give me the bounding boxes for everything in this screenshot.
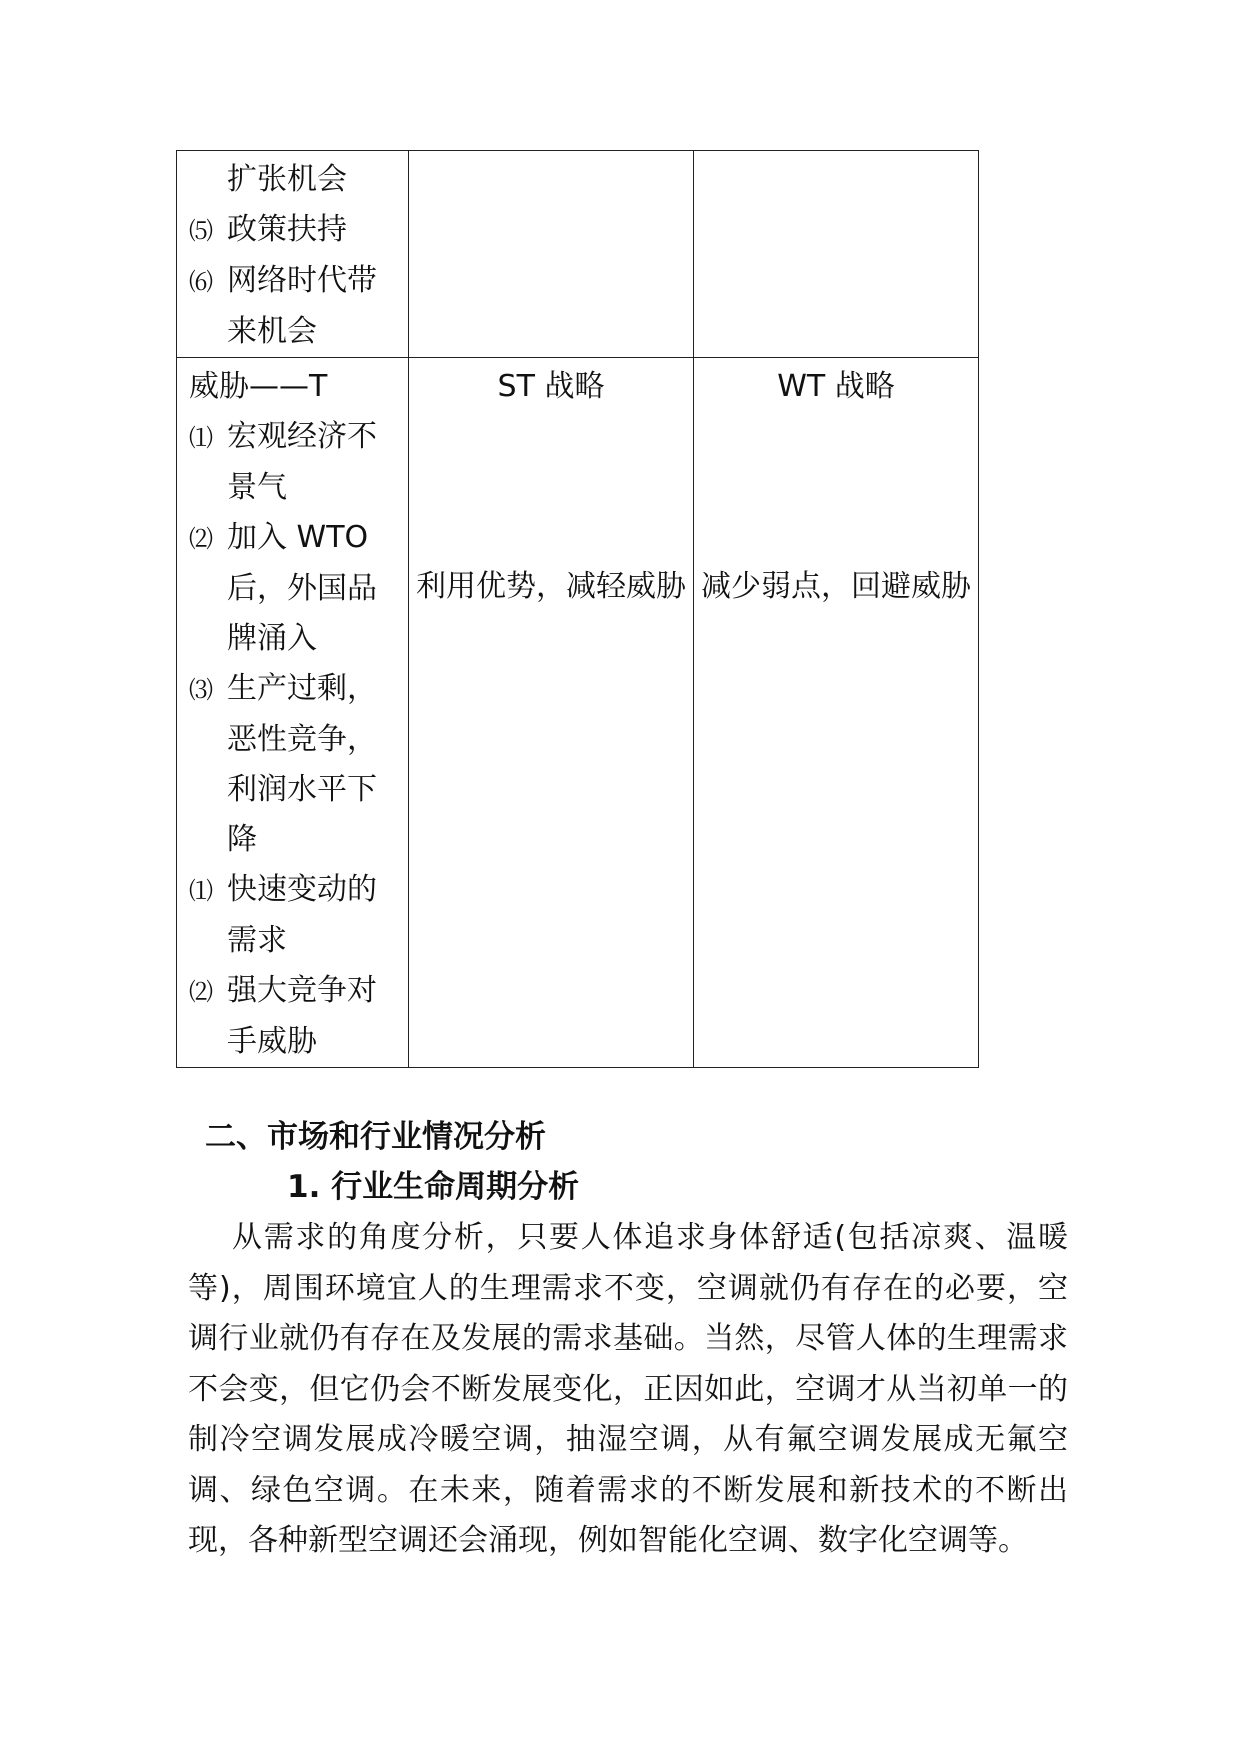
item-number: ⑶ xyxy=(189,676,213,704)
threat-item xyxy=(189,865,404,966)
opportunity-item xyxy=(189,256,404,357)
item-text: 网络时代带来机会 xyxy=(227,263,377,349)
wt-strategy-cell xyxy=(694,358,979,1068)
item-number: ⑴ xyxy=(189,877,213,905)
threat-item xyxy=(189,513,404,664)
item-text: 宏观经济不景气 xyxy=(227,419,377,505)
item-text: 加入 WTO 后，外国品牌涌入 xyxy=(227,520,377,656)
item-number: ⑹ xyxy=(189,268,213,296)
opportunity-cell xyxy=(177,151,409,358)
threat-item xyxy=(189,664,404,865)
so-strategy-cell-continued xyxy=(409,151,694,358)
threats-row xyxy=(177,358,979,1068)
st-strategy-cell xyxy=(409,358,694,1068)
st-strategy-text: 利用优势，减轻威胁 xyxy=(416,569,686,604)
st-strategy-heading: ST 战略 xyxy=(497,369,605,404)
wt-strategy-heading: WT 战略 xyxy=(777,369,895,404)
opportunity-item xyxy=(189,205,404,256)
opportunity-row xyxy=(177,151,979,358)
wo-strategy-cell-continued xyxy=(694,151,979,358)
item-number: ⑸ xyxy=(189,217,213,245)
body-paragraph: 从需求的角度分析，只要人体追求身体舒适(包括凉爽、温暖等)，周围环境宜人的生理需求不变，空调就仍有存在的必要，空调行业就仍有存在及发展的需求基础。当然，尽管人体的生理需求不会变，但它仍会不断发展变化，正因如此，空调才从当初单一的制冷空调发展成冷暖空调，抽湿空调，从有氟空调发展成无氟空调、绿色空调。在未来，随着需求的不断发展和新技术的不断出现，各种新型空调还会涌现，例如智能化空调、数字化空调等。 xyxy=(188,1220,1068,1558)
threats-heading: 威胁——T xyxy=(189,369,328,404)
item-text: 政策扶持 xyxy=(227,212,347,247)
threat-item xyxy=(189,966,404,1067)
item-number: ⑴ xyxy=(189,424,213,452)
threat-item xyxy=(189,412,404,513)
item-number: ⑵ xyxy=(189,525,213,553)
item-text: 生产过剩，恶性竞争，利润水平下降 xyxy=(227,671,377,857)
item-text: 强大竞争对手威胁 xyxy=(227,973,377,1059)
threats-cell xyxy=(177,358,409,1068)
item-number: ⑵ xyxy=(189,978,213,1006)
swot-table xyxy=(176,150,979,1068)
section-title: 二、市场和行业情况分析 xyxy=(205,1119,546,1155)
wt-strategy-text: 减少弱点，回避威胁 xyxy=(701,569,971,604)
subsection-title: 1. 行业生命周期分析 xyxy=(287,1169,580,1205)
item-text: 快速变动的需求 xyxy=(227,872,377,958)
opportunity-continuation-line: 扩张机会 xyxy=(227,162,347,197)
